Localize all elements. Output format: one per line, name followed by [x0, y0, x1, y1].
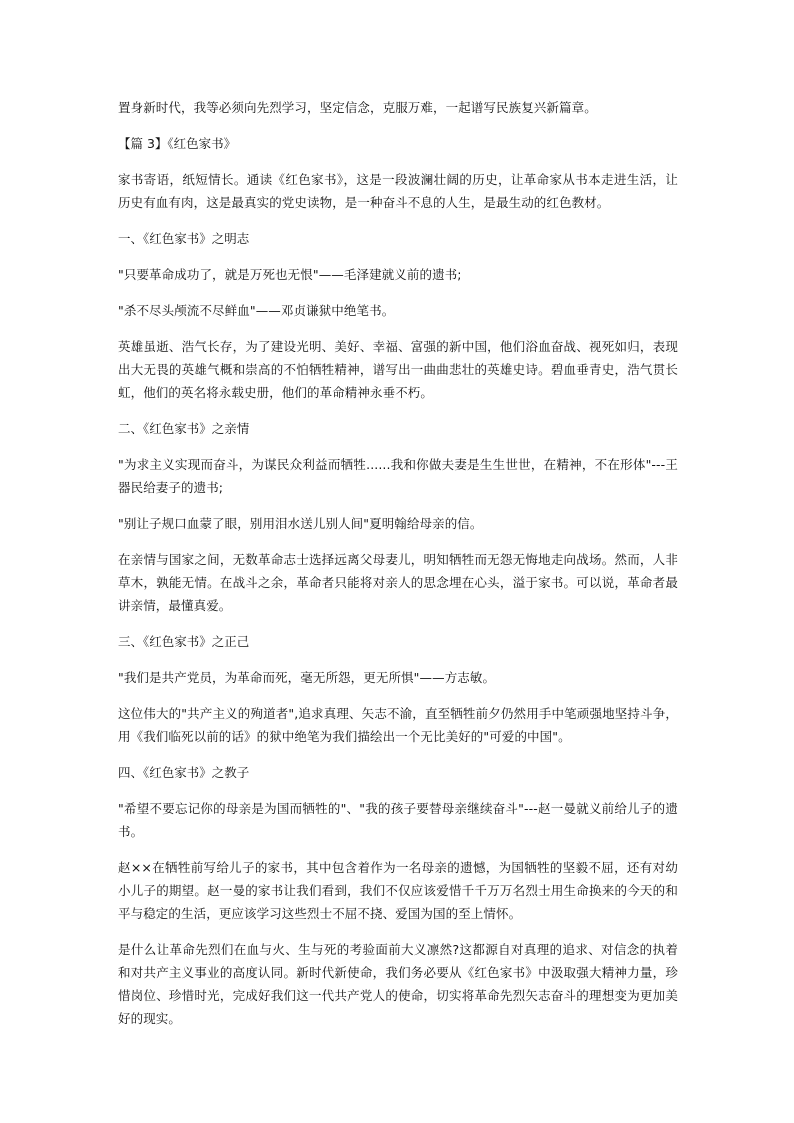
heading-qinqing: 二、《红色家书》之亲情 [118, 421, 250, 436]
heading-mingzhi: 一、《红色家书》之明志 [118, 231, 250, 246]
section-title: 【篇 3】《红色家书》 [118, 136, 237, 151]
heading-zhengji: 三、《红色家书》之正己 [118, 634, 250, 649]
document-body [118, 96, 678, 1043]
quote-wang-qimin: "为求主义实现而奋斗，为谋民众利益而牺牲......我和你做夫妻是生生世世，在精神，不在形体"---王器民给妻子的遗书; [118, 457, 678, 495]
paragraph-heroes: 英雄虽逝、浩气长存，为了建设光明、美好、幸福、富强的新中国，他们浴血奋战、视死如归，表现出大无畏的英雄气概和崇高的不怕牺牲精神，谱写出一曲曲悲壮的英雄史诗。碧血垂青史，浩气贯长虹，他们的英名将永载史册，他们的革命精神永垂不朽。 [118, 339, 678, 400]
quote-mao-zejian: "只要革命成功了，就是万死也无恨"——毛泽建就义前的遗书; [118, 267, 462, 282]
paragraph-family-love: 在亲情与国家之间，无数革命志士选择远离父母妻儿，明知牺牲而无怨无悔地走向战场。然而，人非草木，孰能无情。在战斗之余，革命者只能将对亲人的思念埋在心头，溢于家书。可以说，革命者最讲亲情，最懂真爱。 [118, 552, 678, 613]
paragraph-overview: 家书寄语，纸短情长。通读《红色家书》，这是一段波澜壮阔的历史，让革命家从书本走进生活，让历史有血有肉，这是最真实的党史读物，是一种奋斗不息的人生，是最生动的红色教材。 [118, 172, 678, 210]
heading-jiaozi: 四、《红色家书》之教子 [118, 765, 250, 780]
quote-xia-minghan: "别让子规口血蒙了眼，别用泪水送儿别人间"夏明翰给母亲的信。 [118, 516, 483, 531]
paragraph-intro-closing: 置身新时代，我等必须向先烈学习，坚定信念，克服万难，一起谱写民族复兴新篇章。 [118, 100, 597, 115]
quote-zhao-yiman: "希望不要忘记你的母亲是为国而牺牲的"、"我的孩子要替母亲继续奋斗"---赵一曼就义前给儿子的遗书。 [118, 801, 678, 839]
quote-fang-zhimin: "我们是共产党员，为革命而死，毫无所怨，更无所惧"——方志敏。 [118, 670, 496, 685]
quote-deng-zhenqian: "杀不尽头颅流不尽鲜血"——邓贞谦狱中绝笔书。 [118, 303, 395, 318]
paragraph-fang-zhimin: 这位伟大的"共产主义的殉道者",追求真理、矢志不渝，直至牺牲前夕仍然用手中笔顽强地坚持斗争，用《我们临死以前的话》的狱中绝笔为我们描绘出一个无比美好的"可爱的中国"。 [118, 706, 678, 744]
paragraph-zhao-yiman: 赵××在牺牲前写给儿子的家书，其中包含着作为一名母亲的遗憾，为国牺牲的坚毅不屈，还有对幼小儿子的期望。赵一曼的家书让我们看到，我们不仅应该爱惜千千万万名烈士用生命换来的今天的和平与稳定的生活，更应该学习这些烈士不屈不挠、爱国为国的至上情怀。 [118, 860, 678, 921]
paragraph-conclusion: 是什么让革命先烈们在血与火、生与死的考验面前大义凛然?这都源自对真理的追求、对信念的执着和对共产主义事业的高度认同。新时代新使命，我们务必要从《红色家书》中汲取强大精神力量，珍惜岗位、珍惜时光，完成好我们这一代共产党人的使命，切实将革命先烈矢志奋斗的理想变为更加美好的现实。 [118, 942, 678, 1026]
